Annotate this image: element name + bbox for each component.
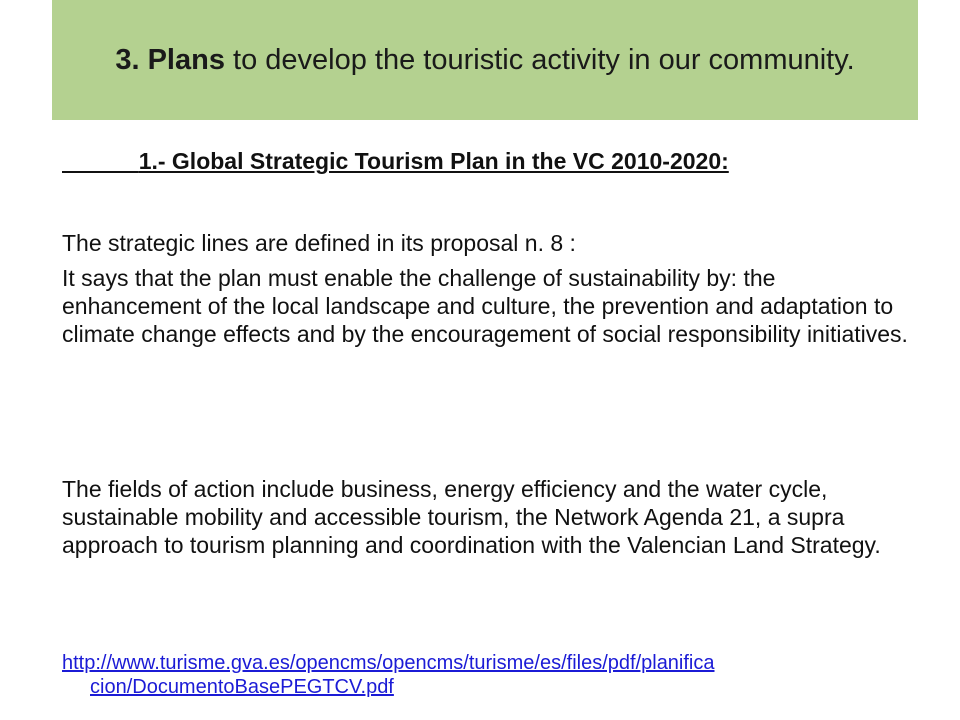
heading-text: 1.- Global Strategic Tourism Plan in the VC 2010-2020: bbox=[138, 148, 729, 174]
heading-leading-space bbox=[62, 148, 139, 174]
paragraph-fields-of-action: The fields of action include business, energy efficiency and the water cycle, sustainable mobility and accessible tourism, the Network Agenda 21, a supra approach to tourism planning and coordination with the Valencian Land Strategy. bbox=[62, 476, 881, 558]
reference-link-line-1[interactable]: http://www.turisme.gva.es/opencms/opencms/turisme/es/files/pdf/planifica bbox=[62, 652, 715, 674]
slide-title bbox=[105, 40, 865, 80]
paragraph-proposal: The strategic lines are defined in its proposal n. 8 : bbox=[62, 230, 576, 256]
reference-link-block bbox=[62, 651, 912, 699]
title-bar bbox=[52, 0, 918, 120]
paragraph-sustainability: It says that the plan must enable the challenge of sustainability by: the enhancement of the local landscape and culture, the prevention and adaptation to climate change effects and by the encouragement of social responsibility initiatives. bbox=[62, 265, 908, 347]
section-heading bbox=[62, 146, 729, 176]
reference-link-line-2[interactable]: cion/DocumentoBasePEGTCV.pdf bbox=[90, 676, 394, 698]
title-number: 3. Plans bbox=[115, 44, 225, 76]
title-rest: to develop the touristic activity in our community. bbox=[224, 44, 855, 76]
